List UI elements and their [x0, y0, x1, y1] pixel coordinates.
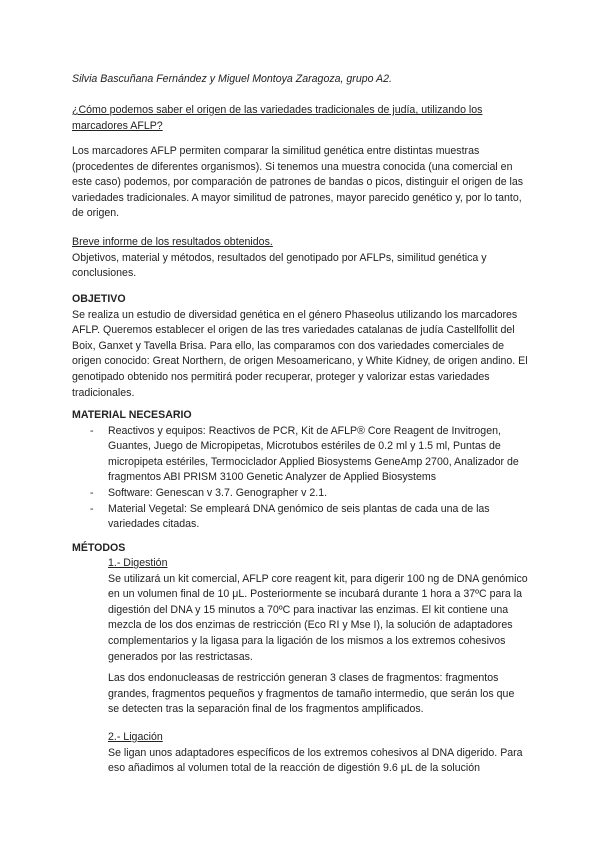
material-list: [88, 424, 532, 533]
list-item: - Software: Genescan v 3.7. Genographer v 2.1.: [88, 486, 532, 502]
metodos-heading: MÉTODOS: [72, 542, 126, 554]
material-heading: MATERIAL NECESARIO: [72, 409, 192, 421]
digestion-paragraph-2: Las dos endonucleasas de restricción generan 3 clases de fragmentos: fragmentos grandes, fragmentos pequeños y fragmentos de tamaño intermedio, que serán los que se detecten tras la separación final de los fragmentos amplificados.: [108, 672, 515, 716]
list-item: - Reactivos y equipos: Reactivos de PCR, Kit de AFLP® Core Reagent de Invitrogen, Guantes, Juego de Micropipetas, Microtubos estériles de 0.2 ml y 1.5 ml, Puntas de micropipeta estériles, Termociclador Applied Biosystems GeneAmp 2700, Analizador de fragmentos ABI PRISM 3100 Genetic Analyzer de Applied Biosystems: [88, 424, 532, 486]
digestion-section: [108, 556, 528, 665]
objetivo-section: [72, 292, 532, 401]
list-item: - Material Vegetal: Se empleará DNA genómico de seis plantas de cada una de las variedades citadas.: [88, 502, 532, 533]
digestion-title: 1.- Digestión: [108, 557, 168, 569]
research-question: ¿Cómo podemos saber el origen de las variedades tradicionales de judía, utilizando los marcadores AFLP?: [72, 104, 483, 132]
ligacion-title: 2.- Ligación: [108, 731, 163, 743]
objetivo-heading: OBJETIVO: [72, 293, 126, 305]
informe-text: Objetivos, material y métodos, resultados del genotipado por AFLPs, similitud genética y conclusiones.: [72, 251, 487, 280]
digestion-paragraph-1: Se utilizará un kit comercial, AFLP core reagent kit, para digerir 100 ng de DNA genómico en un volumen final de 10 μL. Posteriormente se incubará durante 1 hora a 37ºC para la digestión del DNA y 15 minutos a 70ºC para inactivar las enzimas. El kit contiene una mezcla de los dos enzimas de restricción (Eco RI y Mse I), la solución de adaptadores complementarios y la ligasa para la ligación de los mismos a los extremos cohesivos generados por las restrictasas.: [108, 572, 528, 663]
objetivo-text: Se realiza un estudio de diversidad genética en el género Phaseolus utilizando los marcadores AFLP. Queremos establecer el origen de las tres variedades catalanas de judía Castellfollit del Boix, Ganxet y Tavella Brisa. Para ello, las comparamos con dos variedades comerciales de origen conocido: Great Northern, de origen Mesoamericano, y White Kidney, de origen andino. El genotipado obtenido nos permitirá poder recuperar, proteger y valorizar estas variedades tradicionales.: [72, 308, 528, 399]
authors-line: Silvia Bascuñana Fernández y Miguel Montoya Zaragoza, grupo A2.: [72, 73, 392, 85]
material-section: [72, 408, 532, 533]
intro-paragraph: Los marcadores AFLP permiten comparar la similitud genética entre distintas muestras (procedentes de diferentes organismos). Si tenemos una muestra conocida (una comercial en este caso) podemos, por comparación de patrones de bandas o picos, distinguir el origen de las variedades tradicionales. A mayor similitud de patrones, mayor parecido genético y, por lo tanto, de origen.: [72, 145, 524, 220]
ligacion-section: [108, 730, 528, 777]
informe-title: Breve informe de los resultados obtenidos.: [72, 236, 273, 248]
ligacion-paragraph: Se ligan unos adaptadores específicos de los extremos cohesivos al DNA digerido. Para eso añadimos al volumen total de la reacción de digestión 9.6 μL de la solución: [108, 746, 523, 775]
informe-section: [72, 235, 532, 282]
